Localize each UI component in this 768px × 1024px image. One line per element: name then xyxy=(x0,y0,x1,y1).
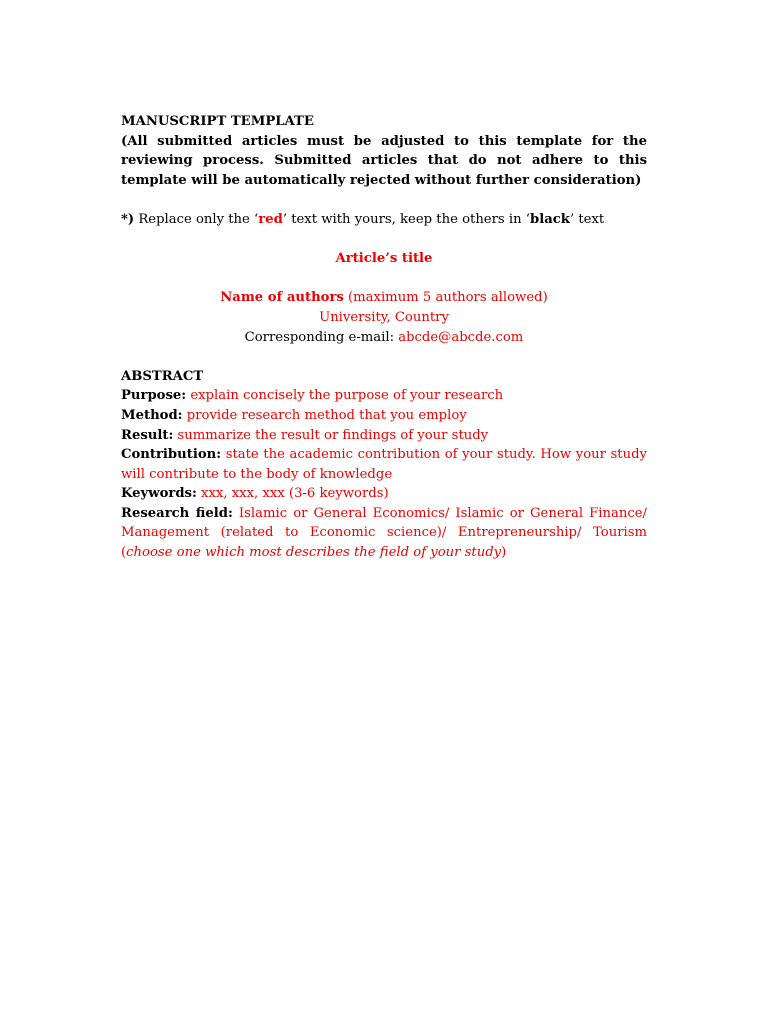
template-notice: (All submitted articles must be adjusted to this template for the reviewing process. Submitted articles that do not adhere to this template will be automatically rejected without further consideration) xyxy=(121,133,647,188)
spacer xyxy=(121,190,647,210)
article-title: Article’s title xyxy=(335,251,433,267)
email-address: abcde@abcde.com xyxy=(398,329,524,345)
abstract-research-field: Research field: Islamic or General Economics/ Islamic or General Finance/ Management (related to Economic science)/ Entrepreneurship/ Tourism (choose one which most describes the field of your study) xyxy=(121,505,647,561)
authors-line xyxy=(121,288,647,308)
instruction-marker: *) xyxy=(121,211,135,227)
instruction-line: *) Replace only the ‘red’ text with yours, keep the others in ‘black’ text xyxy=(121,211,605,227)
abstract-contribution: Contribution: state the academic contribution of your study. How your study will contribute to the body of knowledge xyxy=(121,447,647,482)
abstract-keywords: Keywords: xxx, xxx, xxx (3-6 keywords) xyxy=(121,486,389,502)
spacer xyxy=(121,269,647,289)
affiliation: University, Country xyxy=(319,309,449,325)
abstract-heading: ABSTRACT xyxy=(121,368,204,384)
abstract-purpose: Purpose: explain concisely the purpose of your research xyxy=(121,388,504,404)
abstract-result: Result: summarize the result or findings of your study xyxy=(121,427,489,443)
red-word: red xyxy=(258,211,283,227)
black-word: black xyxy=(529,211,570,227)
spacer xyxy=(121,230,647,250)
authors-note: (maximum 5 authors allowed) xyxy=(343,290,548,306)
abstract-method: Method: provide research method that you employ xyxy=(121,407,467,423)
email-label: Corresponding e-mail: xyxy=(244,329,399,345)
field-hint: choose one which most describes the field of your study xyxy=(126,545,502,561)
spacer xyxy=(121,347,647,367)
manuscript-template xyxy=(121,112,647,563)
email-line xyxy=(121,328,647,348)
template-title: MANUSCRIPT TEMPLATE xyxy=(121,114,314,129)
authors-label: Name of authors xyxy=(220,290,344,306)
